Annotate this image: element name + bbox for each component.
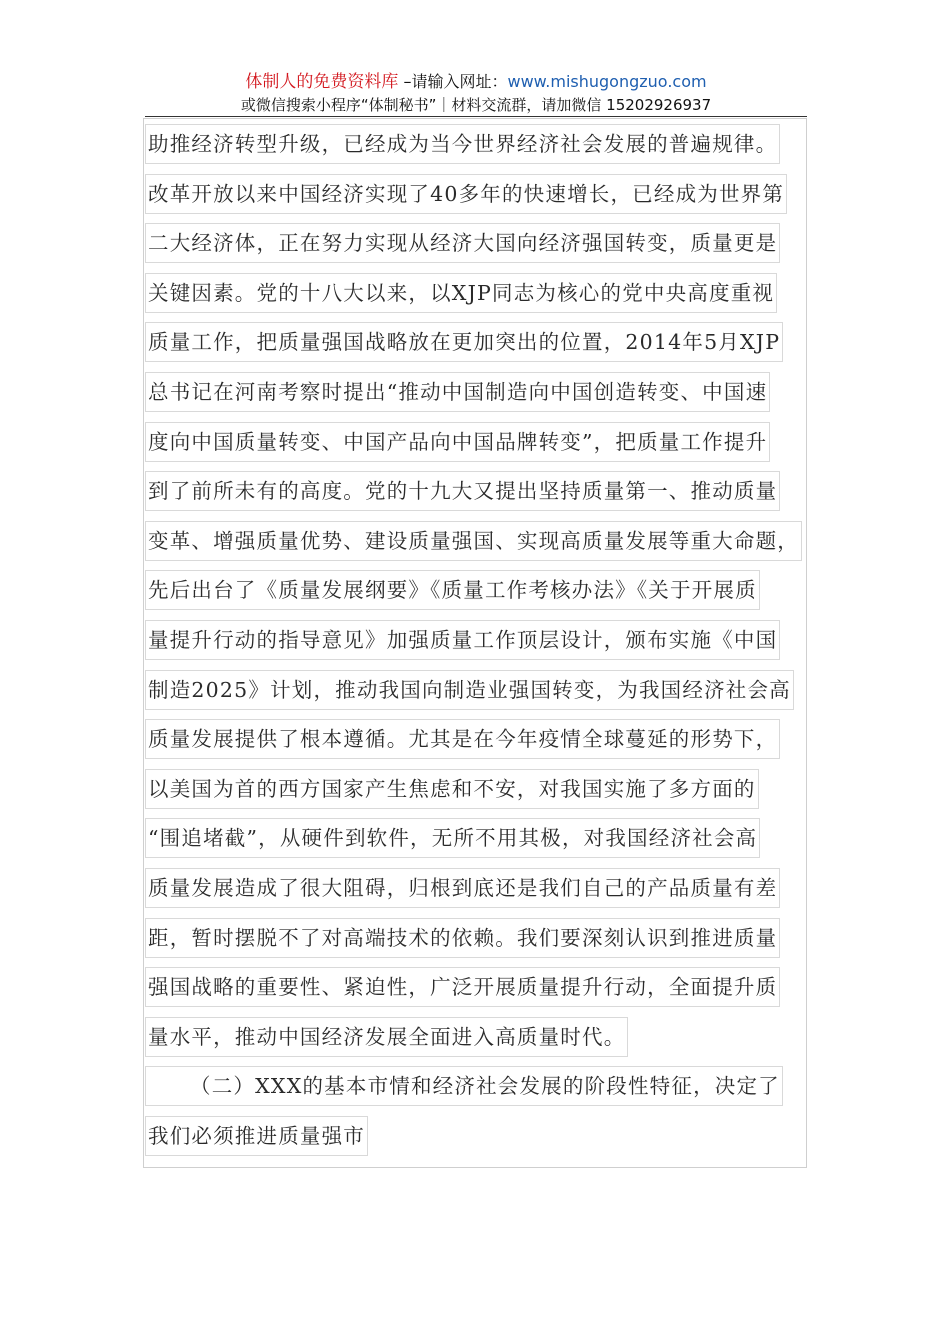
text-line: 量水平，推动中国经济发展全面进入高质量时代。 bbox=[145, 1017, 825, 1067]
section-heading-line: 我们必须推进质量强市 bbox=[145, 1116, 825, 1166]
text-line: 制造2025》计划，推动我国向制造业强国转变，为我国经济社会高 bbox=[145, 670, 825, 720]
text-line: 先后出台了《质量发展纲要》《质量工作考核办法》《关于开展质 bbox=[145, 570, 825, 620]
text-line: “围追堵截”，从硬件到软件，无所不用其极，对我国经济社会高 bbox=[145, 818, 825, 868]
text-line: 强国战略的重要性、紧迫性，广泛开展质量提升行动，全面提升质 bbox=[145, 967, 825, 1017]
text-line: 距，暂时摆脱不了对高端技术的依赖。我们要深刻认识到推进质量 bbox=[145, 918, 825, 968]
text-line: 助推经济转型升级，已经成为当今世界经济社会发展的普遍规律。 bbox=[145, 124, 825, 174]
wechat-contact-line: 或微信搜索小程序“体制秘书”｜材料交流群，请加微信 15202926937 bbox=[240, 96, 712, 114]
website-link[interactable]: www.mishugongzuo.com bbox=[507, 72, 707, 91]
header-promo-line bbox=[145, 70, 807, 94]
header-divider bbox=[145, 116, 807, 117]
page-header bbox=[145, 70, 807, 116]
text-line: 质量工作，把质量强国战略放在更加突出的位置，2014年5月XJP bbox=[145, 322, 825, 372]
text-line: 度向中国质量转变、中国产品向中国品牌转变”，把质量工作提升 bbox=[145, 422, 825, 472]
text-line: 质量发展造成了很大阻碍，归根到底还是我们自己的产品质量有差 bbox=[145, 868, 825, 918]
text-line: 二大经济体，正在努力实现从经济大国向经济强国转变，质量更是 bbox=[145, 223, 825, 273]
text-line: 量提升行动的指导意见》加强质量工作顶层设计，颁布实施《中国 bbox=[145, 620, 825, 670]
text-line: 到了前所未有的高度。党的十九大又提出坚持质量第一、推动质量 bbox=[145, 471, 825, 521]
text-line: 变革、增强质量优势、建设质量强国、实现高质量发展等重大命题， bbox=[145, 521, 825, 571]
text-line: 关键因素。党的十八大以来，以XJP同志为核心的党中央高度重视 bbox=[145, 273, 825, 323]
brand-title: 体制人的免费资料库 bbox=[245, 72, 399, 92]
text-line: 以美国为首的西方国家产生焦虑和不安，对我国实施了多方面的 bbox=[145, 769, 825, 819]
text-line: 质量发展提供了根本遵循。尤其是在今年疫情全球蔓延的形势下， bbox=[145, 719, 825, 769]
url-prompt: –请输入网址： bbox=[398, 72, 508, 91]
text-line: 总书记在河南考察时提出“推动中国制造向中国创造转变、中国速 bbox=[145, 372, 825, 422]
section-heading-line: （二）XXX的基本市情和经济社会发展的阶段性特征，决定了 bbox=[145, 1066, 825, 1116]
document-body bbox=[145, 124, 825, 1165]
text-line: 改革开放以来中国经济实现了40多年的快速增长，已经成为世界第 bbox=[145, 174, 825, 224]
